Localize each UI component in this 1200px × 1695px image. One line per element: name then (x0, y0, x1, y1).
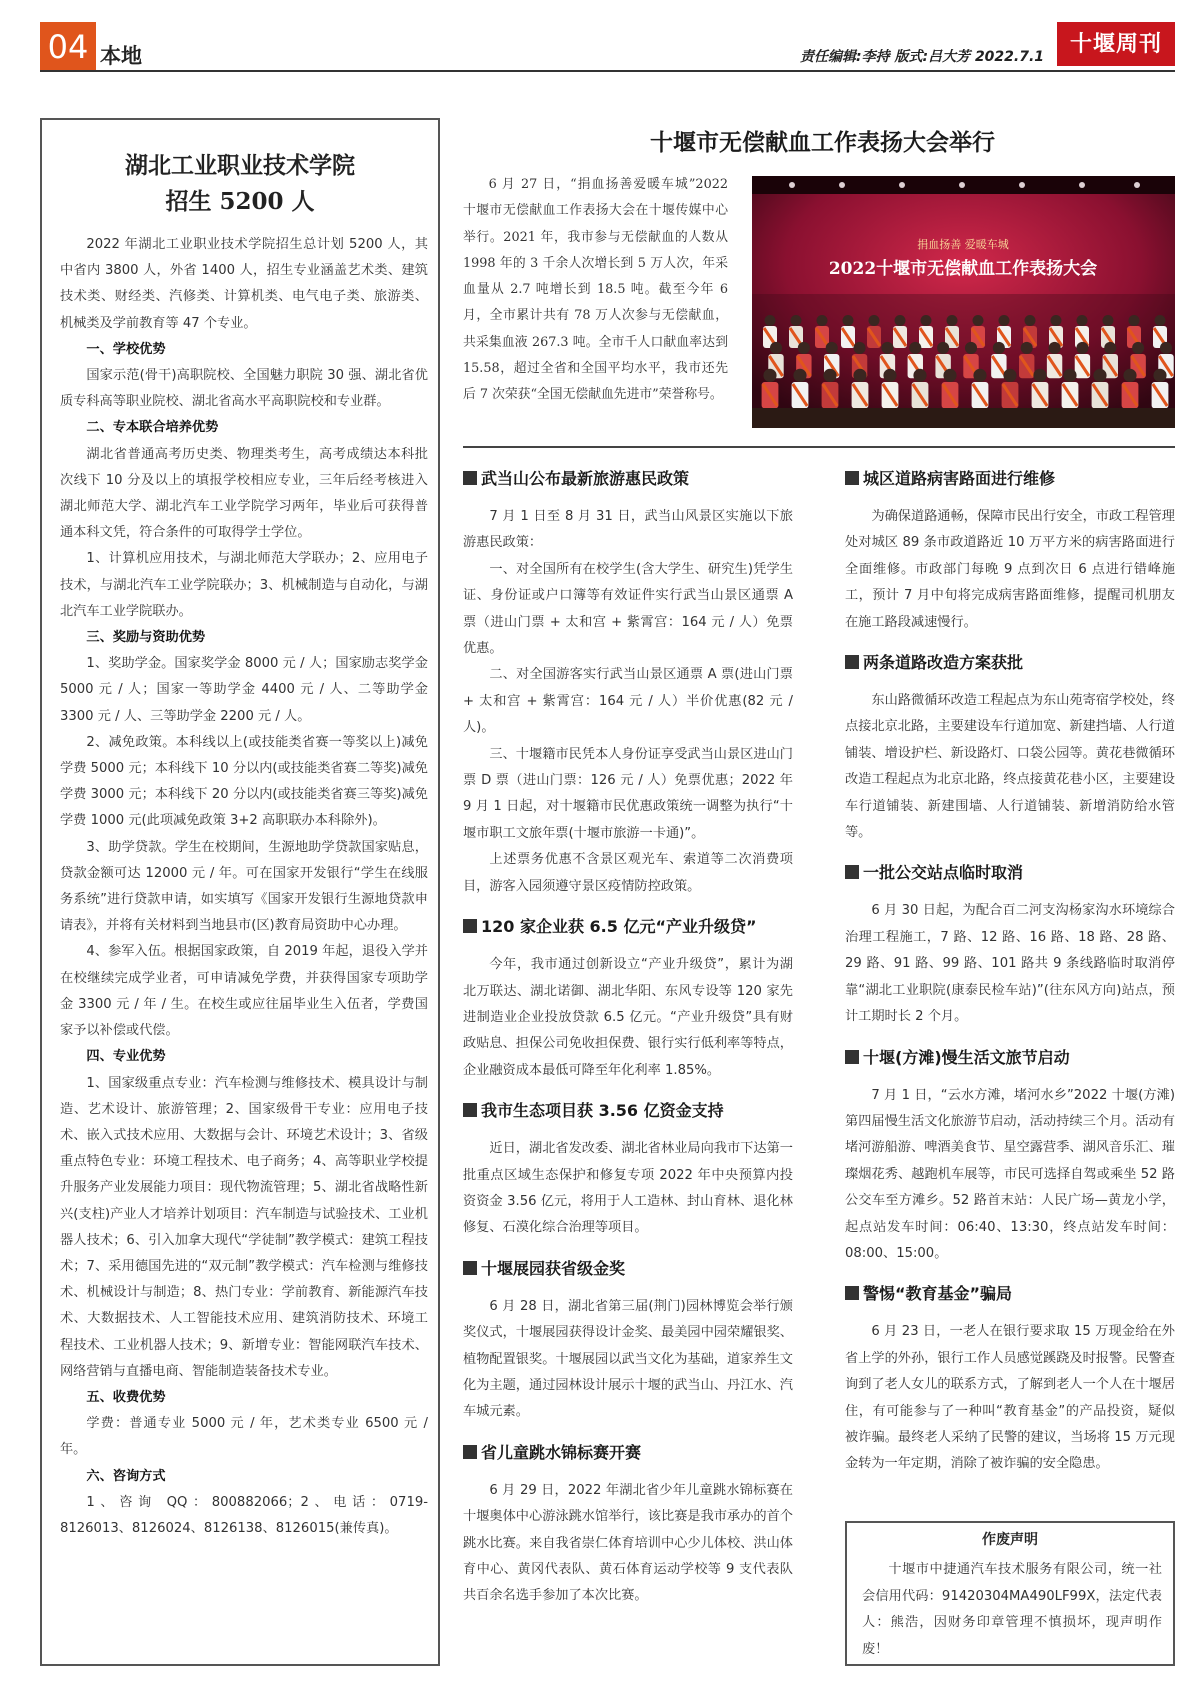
news-headline (463, 466, 793, 492)
paragraph: 学费：普通专业 5000 元 / 年，艺术类专业 6500 元 / 年。 (60, 1416, 428, 1458)
recruitment-body (60, 232, 428, 1542)
news-paragraph: 二、对全国游客实行武当山景区通票 A 票(进山门票 + 太和宫 + 紫霄宫：164 元 / 人）半价优惠(82 元 / 人)。 (463, 667, 793, 736)
person-head (1049, 342, 1061, 354)
person-head (1025, 315, 1036, 326)
news-headline-text: 城区道路病害路面进行维修 (863, 469, 1056, 488)
person-head (999, 315, 1010, 326)
person-head (1155, 315, 1166, 326)
person-head (1077, 315, 1088, 326)
news-headline (845, 1045, 1175, 1071)
person-head (791, 315, 802, 326)
photo-illustration (752, 176, 1175, 428)
news-paragraph: 6 月 28 日，湖北省第三届(荆门)园林博览会举行颁奖仪式，十堰展园获得设计金奖、最美园中园荣耀银奖、植物配置银奖。十堰展园以武当文化为基础，道家养生文化为主题，通过园林设计展示十堰的武当山、丹江水、汽车城元素。 (463, 1298, 793, 1420)
paragraph: 1、计算机应用技术，与湖北师范大学联办；2、应用电子技术，与湖北汽车工业学院联办；3、机械制造与自动化，与湖北汽车工业学院联办。 (60, 551, 428, 619)
person-head (843, 315, 854, 326)
news-headline (845, 1281, 1175, 1307)
person-head (1160, 342, 1172, 354)
news-item (845, 650, 1175, 846)
news-headline-text: 我市生态项目获 3.56 亿资金支持 (481, 1101, 724, 1121)
square-bullet-icon (463, 1261, 477, 1275)
news-headline (845, 466, 1175, 492)
headline-paragraph: 6 月 27 日，“捐血扬善爱暖车城”2022 十堰市无偿献血工作表扬大会在十堰传媒中心举行。2021 年，我市参与无偿献血的人数从 1998 年的 3 千余人次增长到 5 万人次，年采血量从 2.7 吨增长到 18.5 吨。截至今年 6 月，全市累计共有 78 万人次参与无偿献血，共采集血液 267.3 吨。全市千人口献血率达到 15.58，超过全省和全国平均水平，我市还先后 7 次荣获“全国无偿献血先进市”荣誉称号。 (463, 177, 728, 403)
news-item (463, 1256, 793, 1426)
news-item (463, 466, 793, 900)
square-bullet-icon (845, 1286, 859, 1300)
paragraph: 2022 年湖北工业职业技术学院招生总计划 5200 人，其中省内 3800 人，外省 1400 人，招生专业涵盖艺术类、建筑技术类、财经类、汽修类、计算机类、电气电子类、旅游类、机械类及学前教育等 47 个专业。 (60, 237, 428, 331)
person-head (1063, 369, 1076, 382)
news-paragraph: 上述票务优惠不含景区观光车、索道等二次消费项目，游客入园须遵守景区疫情防控政策。 (463, 852, 793, 894)
person-head (973, 315, 984, 326)
person-head (854, 342, 866, 354)
person-head (909, 342, 921, 354)
section-name: 本地 (100, 44, 142, 68)
news-headline-text: 120 家企业获 6.5 亿元“产业升级贷” (481, 917, 757, 937)
person-head (913, 369, 926, 382)
person-head (1076, 342, 1088, 354)
paragraph: 4、参军入伍。根据国家政策，自 2019 年起，退役入学并在校继续完成学业者，可申请减免学费，并获得国家专项助学金 3300 元 / 年 / 生。在校生或应往届毕业生入伍者，学费国家予以补偿或代偿。 (60, 944, 428, 1039)
square-bullet-icon (463, 1445, 477, 1459)
person-head (1093, 369, 1106, 382)
news-item (845, 1045, 1175, 1268)
person-head (853, 369, 866, 382)
section-heading: 六、咨询方式 (86, 1468, 166, 1484)
void-statement-text: 十堰市中捷通汽车技术服务有限公司，统一社会信用代码：91420304MA490LF99X，法定代表人：熊浩，因财务印章管理不慎损坏，现声明作废！ (862, 1562, 1162, 1657)
news-headline (463, 1440, 793, 1466)
paragraph: 湖北省普通高考历史类、物理类考生，高考成绩达本科批次线下 10 分及以上的填报学校相应专业，三年后经考核进入湖北师范大学、湖北汽车工业学院学习两年，毕业后可获得普通本科文凭，符合条件的可取得学士学位。 (60, 446, 428, 541)
news-headline-text: 十堰展园获省级金奖 (481, 1258, 626, 1278)
square-bullet-icon (845, 865, 859, 879)
editor-credits: 责任编辑:李持 版式:吕大芳 2022.7.1 (800, 49, 1045, 65)
news-item (463, 914, 793, 1084)
news-headline (845, 860, 1175, 886)
headline-body (463, 172, 728, 409)
news-headline (463, 914, 793, 940)
paragraph: 3、助学贷款。学生在校期间，生源地助学贷款国家贴息，贷款金额可达 12000 元 / 年。可在国家开发银行“学生在线服务系统”进行贷款申请，如实填写《国家开发银行生源地贷款申请表》，并将有关材料到当地县市(区)教育局资助中心办理。 (60, 839, 428, 934)
section-heading: 二、专本联合培养优势 (86, 420, 219, 436)
news-item (845, 1281, 1175, 1477)
person-head (881, 342, 893, 354)
news-paragraph: 6 月 29 日，2022 年湖北省少年儿童跳水锦标赛在十堰奥体中心游泳跳水馆举行，该比赛是我市承办的首个跳水比赛。来自我省崇仁体育培训中心少儿体校、洪山体育中心、黄冈代表队、黄石体育运动学校等 9 支代表队共百余名选手参加了本次比赛。 (463, 1482, 793, 1604)
person-head (793, 369, 806, 382)
person-head (1132, 342, 1144, 354)
square-bullet-icon (463, 471, 477, 485)
news-headline-text: 十堰(方滩)慢生活文旅节启动 (863, 1047, 1070, 1067)
person-head (869, 315, 880, 326)
person-head (1153, 369, 1166, 382)
headline: 十堰市无偿献血工作表扬大会举行 (650, 129, 995, 156)
news-paragraph: 7 月 1 日至 8 月 31 日，武当山风景区实施以下旅游惠民政策： (463, 509, 793, 551)
news-paragraph: 近日，湖北省发改委、湖北省林业局向我市下达第一批重点区域生态保护和修复专项 2022 年中央预算内投资资金 3.56 亿元，将用于人工造林、封山育林、退化林修复、石漠化综合治理等项目。 (463, 1141, 793, 1236)
person-head (965, 342, 977, 354)
person-head (943, 369, 956, 382)
news-column-right (845, 466, 1175, 1492)
person-head (798, 342, 810, 354)
news-headline-text: 警惕“教育基金”骗局 (863, 1284, 1013, 1304)
person-head (823, 369, 836, 382)
void-statement-title: 作废声明 (982, 1532, 1038, 1548)
news-column-middle (463, 466, 793, 1624)
news-paragraph: 今年，我市通过创新设立“产业升级贷”，累计为湖北万联达、湖北诺御、湖北华阳、东风专设等 120 家先进制造业企业投放贷款 6.5 亿元。“产业升级贷”具有财政贴息、担保公司免收担保费、银行实行低利率等特点，企业融资成本最低可降至年化利率 1.85%。 (463, 957, 793, 1078)
square-bullet-icon (845, 471, 859, 485)
newspaper-logo: 十堰周刊 (1057, 22, 1175, 66)
person-head (763, 369, 776, 382)
news-item (463, 1440, 793, 1610)
person-head (1104, 342, 1116, 354)
page-number: 04 (40, 22, 96, 72)
paragraph: 2、减免政策。本科线以上(或技能类省赛一等奖以上)减免学费 5000 元；本科线下 10 分以内(或技能类省赛二等奖)减免学费 3000 元；本科线下 20 分以内(或技能类省赛三等奖)减免学费 1000 元(此项减免政策 3+2 高职联办本科除外)。 (60, 734, 428, 829)
person-head (1021, 342, 1033, 354)
person-head (826, 342, 838, 354)
header-rule (40, 70, 1175, 72)
news-headline-text: 两条道路改造方案获批 (863, 653, 1024, 673)
news-paragraph: 为确保道路通畅，保障市民出行安全，市政工程管理处对城区 89 条市政道路近 10 万平方米的病害路面进行全面维修。市政部门每晚 9 点到次日 6 点进行错峰施工，预计 7 月中旬将完成病害路面维修，提醒司机朋友在施工路段减速慢行。 (845, 509, 1175, 630)
news-paragraph: 6 月 23 日，一老人在银行要求取 15 万现金给在外省上学的外孙，银行工作人员感觉蹊跷及时报警。民警查询到了老人女儿的联系方式，了解到老人一个人在十堰居住，有可能参与了一种叫“教育基金”的产品投资，疑似被诈骗。最终老人采纳了民警的建议，当场将 15 万元现金转为一年定期，消除了被诈骗的安全隐患。 (845, 1324, 1175, 1472)
section-heading: 三、奖励与资助优势 (86, 630, 206, 646)
square-bullet-icon (845, 1050, 859, 1064)
square-bullet-icon (845, 655, 859, 669)
person-head (1103, 315, 1114, 326)
section-heading: 一、学校优势 (86, 341, 166, 357)
news-paragraph: 7 月 1 日，“云水方滩，堵河水乡”2022 十堰(方滩)第四届慢生活文化旅游节启动，活动持续三个月。活动有堵河游船游、啤酒美食节、星空露营季、湖风音乐汇、璀璨烟花秀、越跑机车展等，市民可选择自驾或乘坐 52 路公交车至方滩乡。52 路首末站：人民广场—黄龙小学，起点站发车时间：06:40、13:30，终点站发车时间：08:00、15:00。 (845, 1087, 1175, 1261)
news-item (463, 1098, 793, 1242)
recruitment-title-line1: 湖北工业职业技术学院 (125, 152, 355, 179)
news-paragraph: 6 月 30 日起，为配合百二河支沟杨家沟水环境综合治理工程施工，7 路、12 路、16 路、18 路、28 路、29 路、91 路、99 路、101 路共 9 条线路临时取消停靠“湖北工业职院(康泰民检车站)”(往东风方向)站点，预计工期时长 2 个月。 (845, 903, 1175, 1025)
person-head (1123, 369, 1136, 382)
paragraph: 1、奖助学金。国家奖学金 8000 元 / 人；国家励志奖学金 5000 元 / 人；国家一等助学金 4400 元 / 人、二等助学金 3300 元 / 人、三等助学金 2200 元 / 人。 (60, 656, 428, 724)
person-head (1003, 369, 1016, 382)
paragraph: 1、咨询 QQ：800882066；2、电话：0719-8126013、8126024、8126138、8126015(兼传真)。 (60, 1494, 428, 1536)
news-headline-text: 省儿童跳水锦标赛开赛 (481, 1442, 642, 1462)
person-head (1033, 369, 1046, 382)
person-head (993, 342, 1005, 354)
news-paragraph: 一、对全国所有在校学生(含大学生、研究生)凭学生证、身份证或户口簿等有效证件实行武当山景区通票 A 票（进山门票 + 太和宫 + 紫霄宫：164 元 / 人）免票优惠。 (463, 561, 793, 657)
blood-donation-photo (752, 176, 1175, 428)
section-heading: 四、专业优势 (86, 1049, 166, 1065)
square-bullet-icon (463, 1103, 477, 1117)
section-heading: 五、收费优势 (86, 1389, 166, 1405)
person-head (883, 369, 896, 382)
news-item (845, 860, 1175, 1030)
news-headline-text: 武当山公布最新旅游惠民政策 (481, 469, 690, 488)
person-head (770, 342, 782, 354)
article-divider (463, 446, 1175, 448)
paragraph: 国家示范(骨干)高职院校、全国魅力职院 30 强、湖北省优质专科高等职业院校、湖北省高水平高职院校和专业群。 (60, 368, 428, 410)
news-headline-text: 一批公交站点临时取消 (863, 863, 1024, 883)
news-item (845, 466, 1175, 636)
news-headline (463, 1256, 793, 1282)
person-head (937, 342, 949, 354)
news-headline (845, 650, 1175, 676)
person-head (973, 369, 986, 382)
news-headline (463, 1098, 793, 1124)
person-head (921, 315, 932, 326)
person-head (765, 315, 776, 326)
recruitment-title (40, 148, 440, 220)
paragraph: 1、国家级重点专业：汽车检测与维修技术、模具设计与制造、艺术设计、旅游管理；2、国家级骨干专业：应用电子技术、嵌入式技术应用、大数据与会计、环境艺术设计；3、省级重点特色专业：环境工程技术、电子商务；4、高等职业学校提升服务产业发展能力项目：现代物流管理；5、湖北省战略性新兴(支柱)产业人才培养计划项目：汽车制造与试验技术、工业机器人技术；6、引入加拿大现代“学徒制”教学模式：建筑工程技术；7、采用德国先进的“双元制”教学模式：汽车检测与维修技术、机械设计与制造；8、热门专业：学前教育、新能源汽车技术、大数据技术、人工智能技术应用、建筑消防技术、环境工程技术、工业机器人技术；9、新增专业：智能网联汽车技术、网络营销与直播电商、智能制造装备技术专业。 (60, 1075, 428, 1379)
photo-banner-small: 捐血扬善 爱暖车城 (917, 238, 1009, 251)
square-bullet-icon (463, 919, 477, 933)
recruitment-title-line2: 招生 5200 人 (165, 188, 315, 215)
news-paragraph: 三、十堰籍市民凭本人身份证享受武当山景区进山门票 D 票（进山门票：126 元 / 人）免票优惠；2022 年 9 月 1 日起，对十堰籍市民优惠政策统一调整为执行“十堰市职工文旅年票(十堰市旅游一卡通)”。 (463, 746, 793, 841)
person-head (817, 315, 828, 326)
person-head (1051, 315, 1062, 326)
person-head (895, 315, 906, 326)
person-head (1129, 315, 1140, 326)
person-head (947, 315, 958, 326)
news-paragraph: 东山路微循环改造工程起点为东山苑寄宿学校处，终点接北京北路，主要建设车行道加宽、新建挡墙、人行道铺装、增设护栏、新设路灯、口袋公园等。黄花巷微循环改造工程起点为北京北路，终点接黄花巷小区，主要建设车行道铺装、新建围墙、人行道铺装、新增消防给水管等。 (845, 693, 1175, 841)
photo-banner-title: 2022十堰市无偿献血工作表扬大会 (828, 259, 1098, 279)
